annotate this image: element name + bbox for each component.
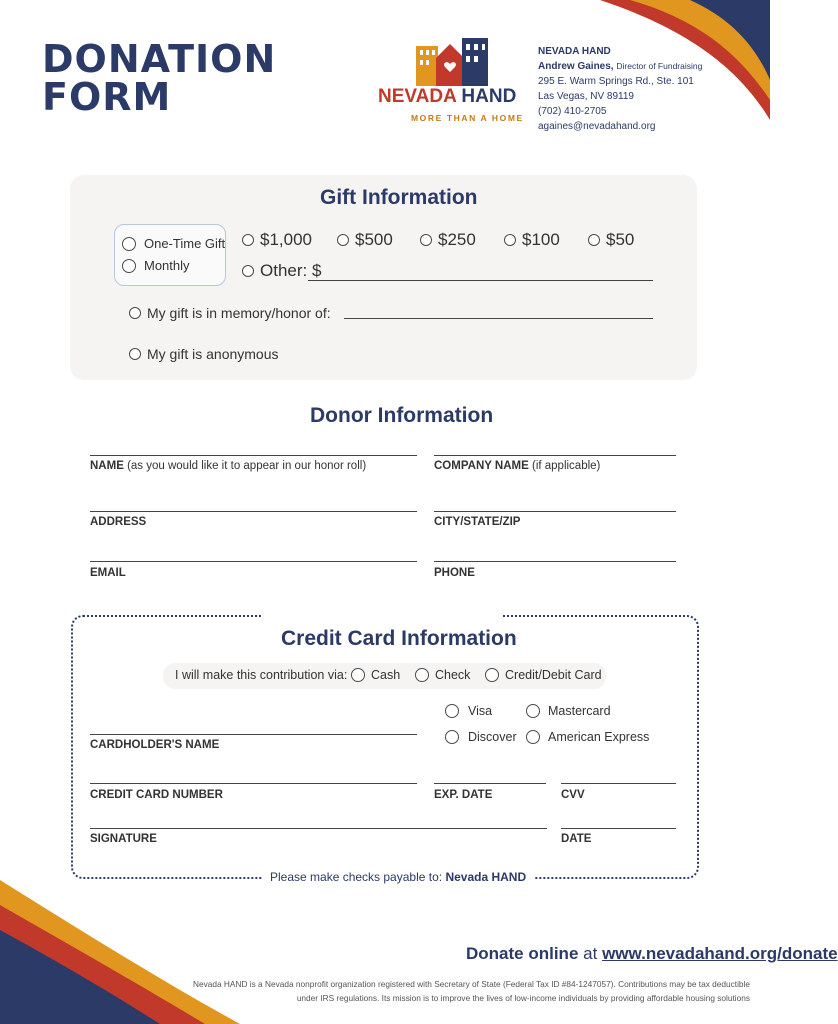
via-label: I will make this contribution via:: [175, 668, 348, 682]
exp-date-input[interactable]: [434, 783, 546, 784]
logo-tagline: MORE THAN A HOME: [411, 113, 524, 123]
cardholder-name-label: CARDHOLDER'S NAME: [90, 739, 220, 751]
amount-option-other[interactable]: Other: $: [242, 261, 321, 281]
amount-option-1000[interactable]: $1,000: [242, 230, 312, 250]
contact-email: againes@nevadahand.org: [538, 121, 656, 132]
radio-icon[interactable]: [420, 234, 432, 246]
contact-block: [538, 44, 702, 134]
company-name-label: COMPANY NAME (if applicable): [434, 460, 601, 472]
other-amount-input[interactable]: [308, 280, 653, 281]
card-discover-option[interactable]: Discover: [445, 730, 517, 744]
radio-icon[interactable]: [122, 259, 136, 273]
email-input[interactable]: [90, 561, 417, 562]
signature-input[interactable]: [90, 828, 547, 829]
radio-icon[interactable]: [129, 307, 141, 319]
radio-icon[interactable]: [445, 704, 459, 718]
phone-label: PHONE: [434, 567, 475, 579]
radio-icon[interactable]: [351, 668, 365, 682]
frequency-group: [114, 224, 226, 286]
monthly-option[interactable]: Monthly: [122, 258, 190, 273]
memory-honor-option[interactable]: My gift is in memory/honor of:: [129, 305, 331, 321]
contact-address1: 295 E. Warm Springs Rd., Ste. 101: [538, 76, 694, 87]
card-visa-option[interactable]: Visa: [445, 704, 492, 718]
cardholder-name-input[interactable]: [90, 734, 417, 735]
contact-role: Director of Fundraising: [616, 61, 703, 71]
one-time-gift-option[interactable]: One-Time Gift: [122, 236, 225, 251]
radio-icon[interactable]: [337, 234, 349, 246]
radio-icon[interactable]: [415, 668, 429, 682]
phone-input[interactable]: [434, 561, 676, 562]
name-label: NAME (as you would like it to appear in our honor roll): [90, 460, 367, 472]
exp-date-label: EXP. DATE: [434, 789, 493, 801]
logo-wordmark: NEVADA HAND: [378, 86, 517, 107]
signature-label: SIGNATURE: [90, 833, 157, 845]
cvv-input[interactable]: [561, 783, 676, 784]
radio-icon[interactable]: [242, 234, 254, 246]
donor-information-title: Donor Information: [310, 404, 494, 427]
legal-footer: Nevada HAND is a Nevada nonprofit organization registered with Secretary of State (Federal Tax ID #84-1247057). Contributions may be tax deductible under IRS regulations. Its mission is to improve the lives of low-income individuals by providing affordable housing solutions: [193, 979, 750, 1003]
radio-icon[interactable]: [526, 730, 540, 744]
radio-icon[interactable]: [504, 234, 516, 246]
address-input[interactable]: [90, 511, 417, 512]
radio-icon[interactable]: [485, 668, 499, 682]
radio-icon[interactable]: [526, 704, 540, 718]
title-gap: [262, 610, 502, 624]
company-name-input[interactable]: [434, 455, 676, 456]
card-number-input[interactable]: [90, 783, 417, 784]
radio-icon[interactable]: [445, 730, 459, 744]
contact-phone: (702) 410-2705: [538, 106, 607, 117]
nevada-hand-logo-icon: [416, 38, 490, 86]
radio-icon[interactable]: [242, 265, 254, 277]
card-amex-option[interactable]: American Express: [526, 730, 649, 744]
amount-option-500[interactable]: $500: [337, 230, 393, 250]
gift-information-title: Gift Information: [320, 186, 478, 209]
payment-cash-option[interactable]: Cash: [351, 668, 400, 682]
document-title: DONATION FORM: [42, 37, 277, 119]
payment-card-option[interactable]: Credit/Debit Card: [485, 668, 602, 682]
city-state-zip-input[interactable]: [434, 511, 676, 512]
card-mastercard-option[interactable]: Mastercard: [526, 704, 611, 718]
checks-payable-note: Please make checks payable to: Nevada HAND: [262, 870, 534, 884]
radio-icon[interactable]: [588, 234, 600, 246]
email-label: EMAIL: [90, 567, 126, 579]
anonymous-option[interactable]: My gift is anonymous: [129, 346, 279, 362]
card-number-label: CREDIT CARD NUMBER: [90, 789, 223, 801]
radio-icon[interactable]: [122, 237, 136, 251]
credit-card-information-title: Credit Card Information: [281, 627, 517, 650]
contact-name: Andrew Gaines,: [538, 61, 614, 72]
radio-icon[interactable]: [129, 348, 141, 360]
city-state-zip-label: CITY/STATE/ZIP: [434, 516, 521, 528]
contact-org: NEVADA HAND: [538, 46, 611, 57]
date-input[interactable]: [561, 828, 676, 829]
address-label: ADDRESS: [90, 516, 147, 528]
amount-option-250[interactable]: $250: [420, 230, 476, 250]
memory-honor-input[interactable]: [344, 318, 653, 319]
cvv-label: CVV: [561, 789, 585, 801]
payment-check-option[interactable]: Check: [415, 668, 470, 682]
amount-option-50[interactable]: $50: [588, 230, 634, 250]
contact-address2: Las Vegas, NV 89119: [538, 91, 634, 102]
date-label: DATE: [561, 833, 592, 845]
donate-online-line: Donate online at www.nevadahand.org/donate: [466, 944, 838, 963]
donate-url-link[interactable]: www.nevadahand.org/donate: [602, 944, 838, 963]
amount-option-100[interactable]: $100: [504, 230, 560, 250]
name-input[interactable]: [90, 455, 417, 456]
